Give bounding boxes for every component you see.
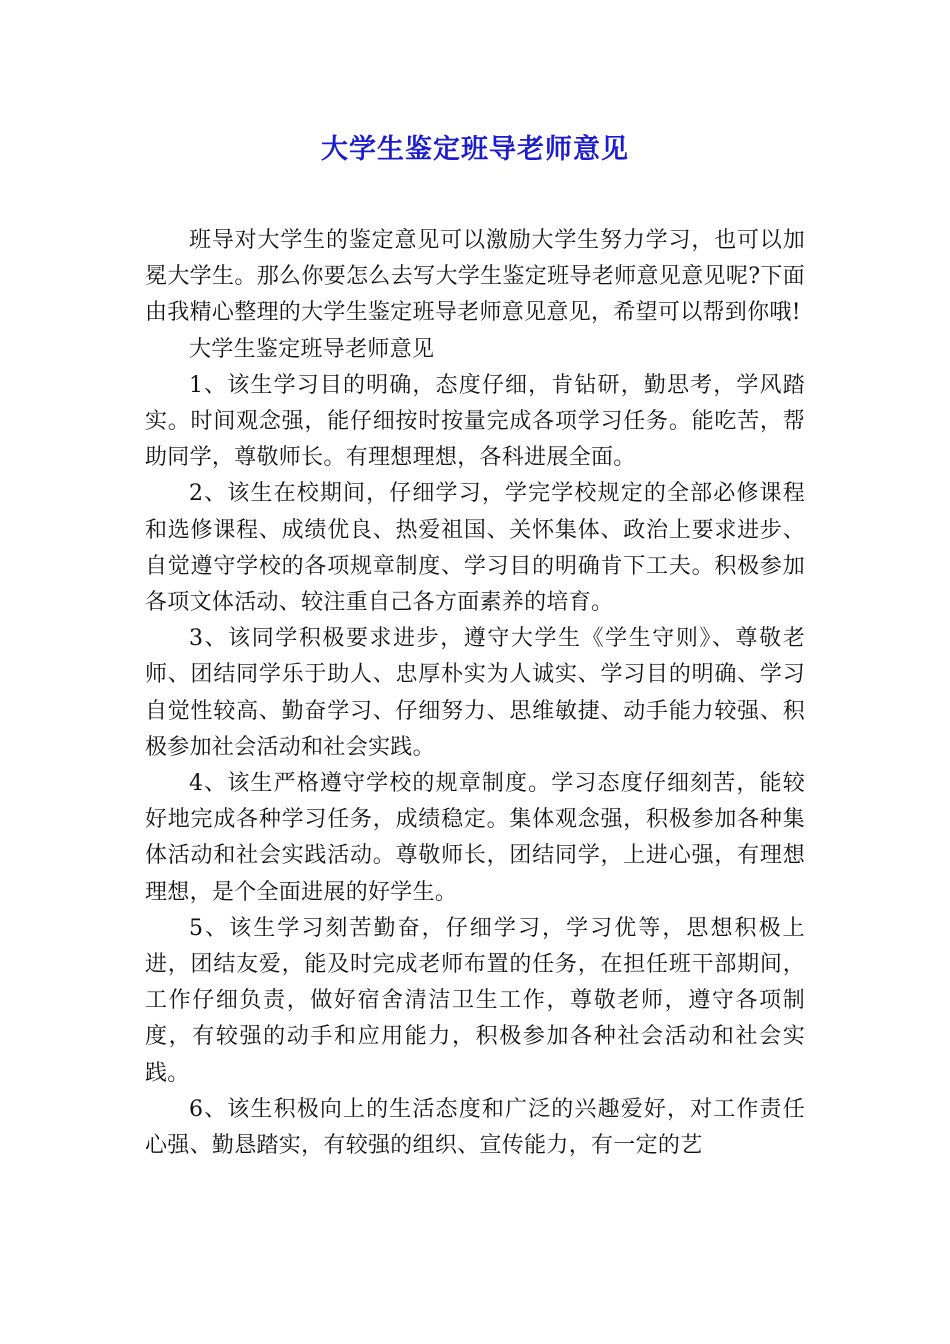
paragraph-item-6: 6、该生积极向上的生活态度和广泛的兴趣爱好，对工作责任心强、勤恳踏实，有较强的组织、宣传能力，有一定的艺 xyxy=(145,1096,805,1159)
paragraph-item-3: 3、该同学积极要求进步，遵守大学生《学生守则》、尊敬老师、团结同学乐于助人、忠厚朴实为人诚实、学习目的明确、学习自觉性较高、勤奋学习、仔细努力、思维敏捷、动手能力较强、积极参加社会活动和社会实践。 xyxy=(145,626,805,760)
paragraph-item-5: 5、该生学习刻苦勤奋，仔细学习，学习优等，思想积极上进，团结友爱，能及时完成老师布置的任务，在担任班干部期间，工作仔细负责，做好宿舍清洁卫生工作，尊敬老师，遵守各项制度，有较强的动手和应用能力，积极参加各种社会活动和社会实践。 xyxy=(145,915,805,1086)
document-body xyxy=(145,223,805,1164)
paragraph-item-4: 4、该生严格遵守学校的规章制度。学习态度仔细刻苦，能较好地完成各种学习任务，成绩稳定。集体观念强，积极参加各种集体活动和社会实践活动。尊敬师长，团结同学，上进心强，有理想理想，是个全面进展的好学生。 xyxy=(145,771,805,905)
paragraph-item-2: 2、该生在校期间，仔细学习，学完学校规定的全部必修课程和选修课程、成绩优良、热爱祖国、关怀集体、政治上要求进步、自觉遵守学校的各项规章制度、学习目的明确肯下工夫。积极参加各项文体活动、较注重自己各方面素养的培育。 xyxy=(145,481,805,616)
paragraph-item-1: 1、该生学习目的明确，态度仔细，肯钻研，勤思考，学风踏实。时间观念强，能仔细按时按量完成各项学习任务。能吃苦，帮助同学，尊敬师长。有理想理想，各科进展全面。 xyxy=(145,372,805,471)
paragraph-intro: 班导对大学生的鉴定意见可以激励大学生努力学习，也可以加冕大学生。那么你要怎么去写大学生鉴定班导老师意见意见呢?下面由我精心整理的大学生鉴定班导老师意见意见，希望可以帮到你哦! xyxy=(145,228,805,326)
document-title: 大学生鉴定班导老师意见 xyxy=(321,134,629,165)
paragraph-subtitle: 大学生鉴定班导老师意见 xyxy=(189,336,435,362)
